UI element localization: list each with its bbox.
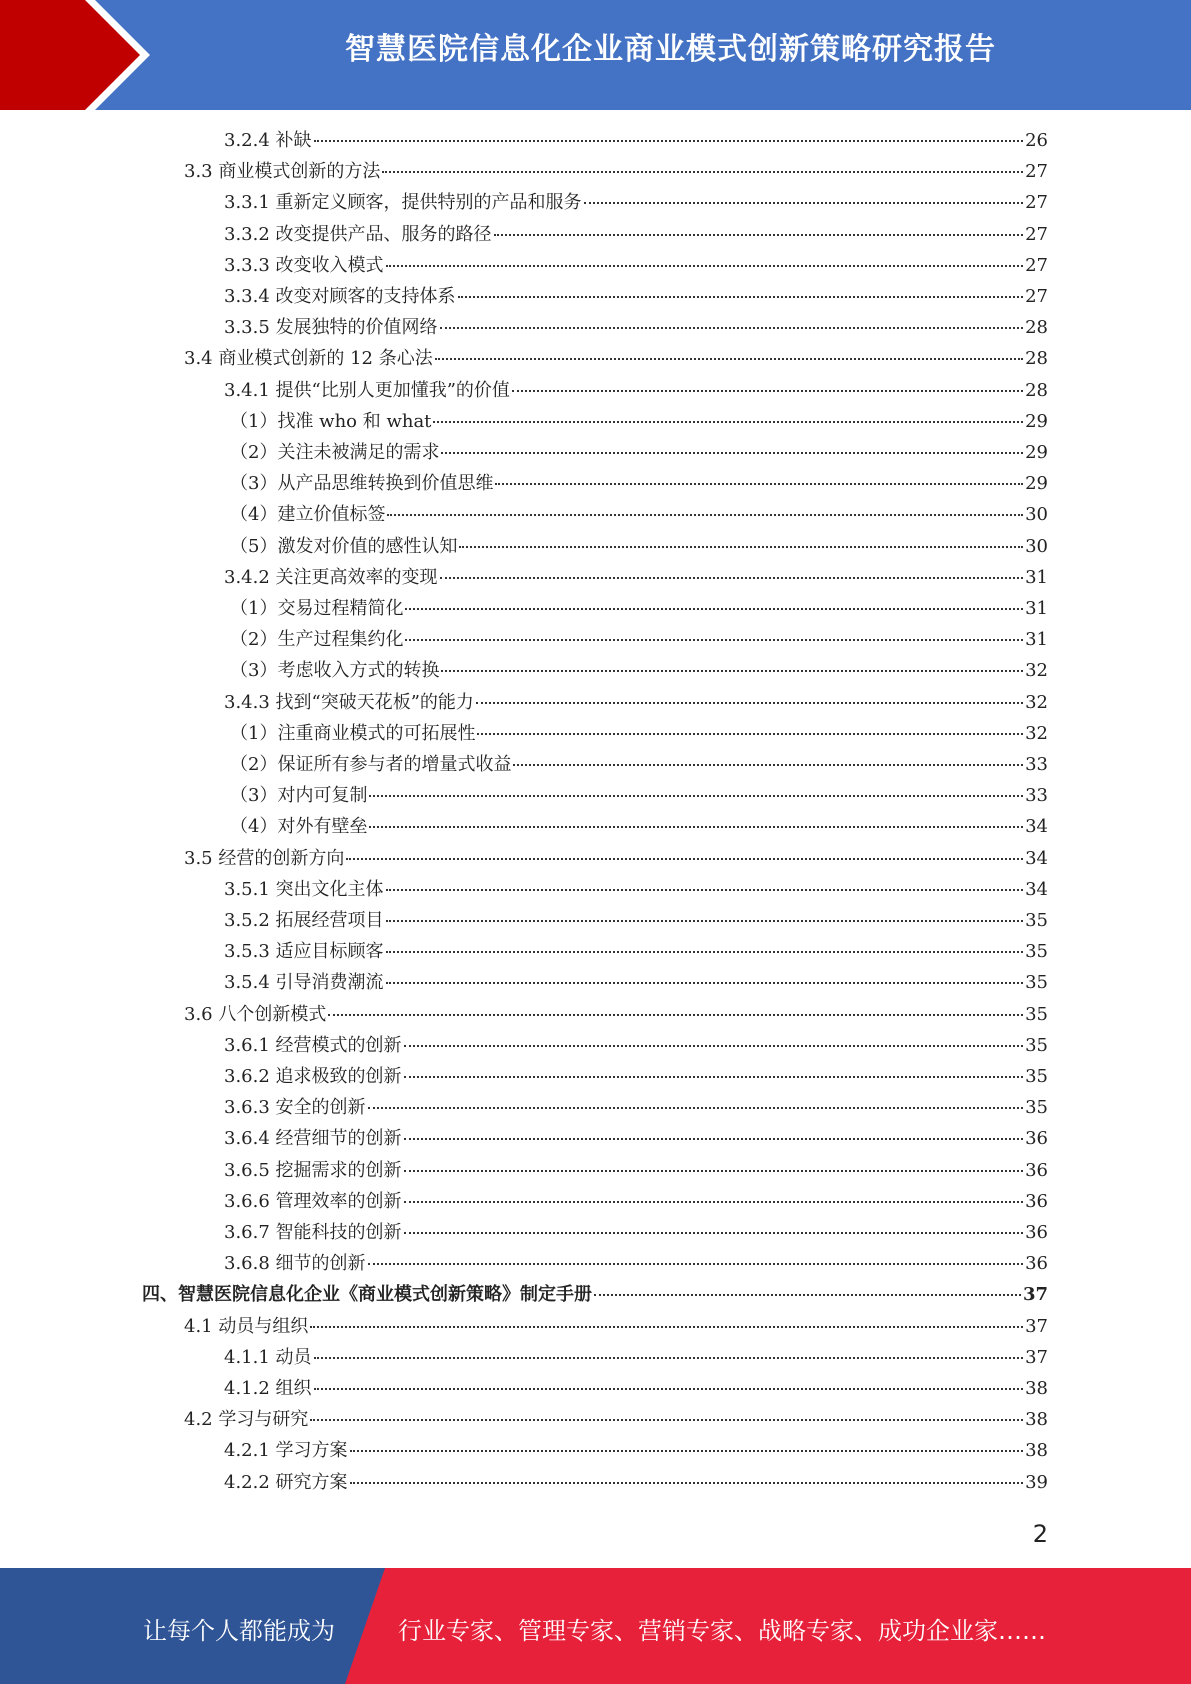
- page-footer: [0, 1568, 1191, 1684]
- toc-entry[interactable]: [230, 625, 1048, 656]
- toc-entry[interactable]: [224, 875, 1048, 906]
- toc-entry-page: 32: [1025, 691, 1048, 713]
- page-number: 2: [1032, 1520, 1048, 1548]
- toc-entry-title: 3.6.6 管理效率的创新: [224, 1190, 402, 1212]
- footer-slogan-right: 行业专家、管理专家、营销专家、战略专家、成功企业家……: [398, 1617, 1046, 1645]
- toc-entry-title: （1）注重商业模式的可拓展性: [230, 722, 476, 744]
- toc-entry[interactable]: [224, 1218, 1048, 1249]
- toc-entry-page: 36: [1025, 1128, 1048, 1150]
- toc-entry-page: 34: [1025, 816, 1048, 838]
- toc-entry-title: （2）关注未被满足的需求: [230, 442, 440, 463]
- toc-dot-leader: [387, 514, 1023, 516]
- page-header: [0, 0, 1191, 110]
- toc-entry[interactable]: [230, 750, 1048, 781]
- toc-dot-leader: [441, 452, 1023, 454]
- footer-slogan-left: 让每个人都能成为: [143, 1617, 335, 1645]
- toc-entry-page: 36: [1025, 1159, 1048, 1181]
- toc-dot-leader: [404, 1201, 1024, 1203]
- toc-entry-page: 27: [1025, 223, 1048, 245]
- toc-entry[interactable]: [224, 313, 1048, 344]
- toc-entry-page: 37: [1025, 1315, 1048, 1337]
- toc-entry[interactable]: [230, 781, 1048, 812]
- toc-dot-leader: [314, 140, 1024, 142]
- toc-entry-title: 3.3.1 重新定义顾客，提供特别的产品和服务: [224, 192, 582, 214]
- toc-entry[interactable]: [224, 937, 1048, 968]
- toc-entry-title: 3.5 经营的创新方向: [184, 847, 345, 869]
- toc-dot-leader: [405, 639, 1023, 641]
- toc-entry-title: （5）激发对价值的感性认知: [230, 535, 458, 557]
- toc-entry[interactable]: [230, 500, 1048, 531]
- toc-entry-title: （2）生产过程集约化: [230, 629, 404, 651]
- toc-dot-leader: [346, 858, 1023, 860]
- toc-entry-title: 3.3 商业模式创新的方法: [184, 161, 381, 183]
- toc-entry-page: 30: [1025, 535, 1048, 557]
- toc-entry[interactable]: [184, 157, 1048, 188]
- toc-entry-page: 36: [1025, 1253, 1048, 1275]
- toc-entry-page: 37: [1022, 1284, 1048, 1306]
- toc-dot-leader: [404, 1045, 1024, 1047]
- toc-entry[interactable]: [224, 968, 1048, 999]
- toc-dot-leader: [404, 1232, 1024, 1234]
- toc-dot-leader: [310, 1419, 1023, 1421]
- toc-entry-page: 38: [1025, 1440, 1048, 1462]
- toc-dot-leader: [386, 265, 1024, 267]
- toc-entry-title: 3.6.4 经营细节的创新: [224, 1128, 402, 1150]
- toc-entry-title: 3.5.4 引导消费潮流: [224, 972, 384, 994]
- toc-entry-title: （4）建立价值标签: [230, 504, 386, 526]
- toc-entry[interactable]: [224, 688, 1048, 719]
- toc-entry-title: 3.6.2 追求极致的创新: [224, 1066, 402, 1087]
- toc-entry[interactable]: [224, 1374, 1048, 1405]
- toc-entry-title: 4.1.2 组织: [224, 1378, 312, 1399]
- toc-entry-page: 35: [1025, 1034, 1048, 1056]
- toc-entry-title: 3.2.4 补缺: [224, 130, 312, 151]
- toc-entry[interactable]: [230, 407, 1048, 438]
- toc-entry[interactable]: [224, 1187, 1048, 1218]
- toc-entry-page: 38: [1025, 1409, 1048, 1431]
- toc-entry-title: 3.3.3 改变收入模式: [224, 254, 384, 276]
- toc-dot-leader: [386, 982, 1024, 984]
- toc-entry-page: 36: [1025, 1222, 1048, 1243]
- toc-entry-title: 4.1 动员与组织: [184, 1315, 309, 1337]
- toc-entry-title: （1）交易过程精简化: [230, 598, 404, 619]
- toc-entry[interactable]: [224, 906, 1048, 937]
- toc-entry-page: 37: [1025, 1346, 1048, 1368]
- toc-dot-leader: [495, 483, 1023, 485]
- toc-entry[interactable]: [230, 719, 1048, 750]
- toc-dot-leader: [368, 1263, 1024, 1265]
- toc-dot-leader: [441, 670, 1023, 672]
- toc-entry-title: 3.5.1 突出文化主体: [224, 878, 384, 900]
- toc-entry-page: 36: [1025, 1190, 1048, 1212]
- toc-entry-page: 33: [1025, 754, 1048, 775]
- toc-dot-leader: [310, 1326, 1023, 1328]
- toc-entry-page: 35: [1025, 910, 1048, 931]
- toc-entry-title: 4.2.2 研究方案: [224, 1471, 348, 1493]
- toc-dot-leader: [369, 795, 1023, 797]
- toc-dot-leader: [386, 951, 1024, 953]
- toc-entry-title: 4.2 学习与研究: [184, 1409, 309, 1431]
- toc-entry-title: 3.6.5 挖掘需求的创新: [224, 1159, 402, 1181]
- toc-entry-page: 26: [1025, 130, 1048, 151]
- toc-entry[interactable]: [224, 126, 1048, 157]
- toc-entry-title: 3.4.3 找到“突破天花板”的能力: [224, 691, 474, 713]
- toc-entry-page: 35: [1025, 941, 1048, 963]
- toc-entry-title: （3）从产品思维转换到价值思维: [230, 473, 494, 495]
- toc-dot-leader: [314, 1357, 1024, 1359]
- toc-entry-page: 35: [1025, 972, 1048, 994]
- toc-entry[interactable]: [230, 594, 1048, 625]
- toc-entry-page: 34: [1025, 847, 1048, 869]
- toc-entry[interactable]: [142, 1280, 1048, 1311]
- toc-entry-page: 35: [1025, 1066, 1048, 1087]
- toc-entry[interactable]: [224, 1062, 1048, 1093]
- toc-entry-page: 29: [1025, 473, 1048, 495]
- toc-entry-page: 38: [1025, 1378, 1048, 1399]
- toc-entry[interactable]: [224, 251, 1048, 282]
- toc-entry[interactable]: [230, 812, 1048, 843]
- toc-entry-page: 27: [1025, 192, 1048, 214]
- toc-entry[interactable]: [224, 1093, 1048, 1124]
- toc-entry-title: 3.6 八个创新模式: [184, 1003, 327, 1025]
- toc-entry-title: （2）保证所有参与者的增量式收益: [230, 754, 512, 775]
- toc-dot-leader: [477, 733, 1023, 735]
- toc-dot-leader: [513, 764, 1023, 766]
- toc-entry-page: 33: [1025, 785, 1048, 807]
- toc-entry[interactable]: [224, 220, 1048, 251]
- toc-entry-page: 29: [1025, 410, 1048, 432]
- toc-dot-leader: [512, 390, 1023, 392]
- toc-entry-title: （3）对内可复制: [230, 785, 368, 807]
- toc-entry-title: 3.3.4 改变对顾客的支持体系: [224, 286, 456, 307]
- toc-entry-title: （1）找准 who 和 what: [230, 410, 432, 432]
- toc-dot-leader: [435, 358, 1023, 360]
- toc-entry-title: 3.3.2 改变提供产品、服务的路径: [224, 223, 492, 245]
- toc-entry-page: 35: [1025, 1003, 1048, 1025]
- toc-dot-leader: [386, 889, 1024, 891]
- toc-entry[interactable]: [224, 1343, 1048, 1374]
- toc-entry[interactable]: [224, 376, 1048, 407]
- toc-entry-title: 3.6.8 细节的创新: [224, 1253, 366, 1275]
- toc-entry[interactable]: [230, 469, 1048, 500]
- toc-entry-page: 32: [1025, 722, 1048, 744]
- toc-entry-page: 27: [1025, 254, 1048, 276]
- toc-entry-page: 31: [1025, 566, 1048, 588]
- toc-dot-leader: [368, 1107, 1024, 1109]
- header-title: 智慧医院信息化企业商业模式创新策略研究报告: [345, 32, 996, 67]
- toc-entry[interactable]: [224, 1124, 1048, 1155]
- toc-dot-leader: [369, 826, 1023, 828]
- toc-entry-title: 4.1.1 动员: [224, 1346, 312, 1368]
- toc-dot-leader: [314, 1388, 1024, 1390]
- toc-entry-page: 39: [1025, 1471, 1048, 1493]
- toc-dot-leader: [382, 171, 1023, 173]
- toc-entry[interactable]: [230, 532, 1048, 563]
- toc-dot-leader: [440, 577, 1024, 579]
- toc-entry-title: 3.4.2 关注更高效率的变现: [224, 566, 438, 588]
- toc-entry-title: 3.5.2 拓展经营项目: [224, 910, 384, 931]
- toc-entry-title: （3）考虑收入方式的转换: [230, 660, 440, 682]
- toc-dot-leader: [584, 202, 1024, 204]
- toc-entry-page: 29: [1025, 442, 1048, 463]
- toc-dot-leader: [494, 234, 1024, 236]
- toc-entry-page: 27: [1025, 161, 1048, 183]
- toc-entry[interactable]: [224, 1436, 1048, 1467]
- toc-entry-page: 32: [1025, 660, 1048, 682]
- toc-dot-leader: [433, 421, 1023, 423]
- toc-entry[interactable]: [224, 188, 1048, 219]
- toc-dot-leader: [350, 1450, 1024, 1452]
- toc-entry-title: （4）对外有壁垒: [230, 816, 368, 838]
- toc-dot-leader: [459, 546, 1023, 548]
- toc-entry[interactable]: [224, 1468, 1048, 1499]
- toc-entry-title: 3.5.3 适应目标顾客: [224, 941, 384, 963]
- toc-dot-leader: [350, 1482, 1024, 1484]
- toc-entry-title: 3.3.5 发展独特的价值网络: [224, 317, 438, 339]
- toc-entry-page: 28: [1025, 317, 1048, 339]
- toc-entry[interactable]: [224, 1156, 1048, 1187]
- toc-entry-title: 3.6.7 智能科技的创新: [224, 1222, 402, 1243]
- toc-dot-leader: [594, 1294, 1021, 1296]
- toc-entry-title: 3.6.3 安全的创新: [224, 1097, 366, 1119]
- toc-entry[interactable]: [230, 438, 1048, 469]
- toc-dot-leader: [404, 1170, 1024, 1172]
- toc-entry-page: 27: [1025, 286, 1048, 307]
- toc-dot-leader: [440, 327, 1024, 329]
- toc-entry-title: 3.4.1 提供“比别人更加懂我”的价值: [224, 379, 510, 401]
- toc-entry[interactable]: [224, 282, 1048, 313]
- toc-entry-page: 35: [1025, 1097, 1048, 1119]
- toc-entry-title: 3.4 商业模式创新的 12 条心法: [184, 348, 433, 370]
- toc-entry-page: 28: [1025, 379, 1048, 401]
- toc-dot-leader: [458, 296, 1024, 298]
- toc-dot-leader: [476, 702, 1023, 704]
- toc-entry[interactable]: [184, 344, 1048, 375]
- toc-dot-leader: [386, 920, 1024, 922]
- toc-entry[interactable]: [224, 1249, 1048, 1280]
- toc-entry[interactable]: [224, 563, 1048, 594]
- toc-entry-page: 30: [1025, 504, 1048, 526]
- toc-entry[interactable]: [184, 1000, 1048, 1031]
- toc-entry-page: 28: [1025, 348, 1048, 370]
- toc-dot-leader: [404, 1138, 1024, 1140]
- toc-entry[interactable]: [224, 1031, 1048, 1062]
- toc-entry-page: 31: [1025, 598, 1048, 619]
- toc-entry-title: 3.6.1 经营模式的创新: [224, 1034, 402, 1056]
- toc-dot-leader: [328, 1014, 1023, 1016]
- toc-entry-title: 四、智慧医院信息化企业《商业模式创新策略》制定手册: [142, 1284, 592, 1306]
- toc-entry[interactable]: [184, 844, 1048, 875]
- toc-dot-leader: [405, 608, 1023, 610]
- toc-dot-leader: [404, 1076, 1024, 1078]
- toc-entry[interactable]: [230, 656, 1048, 687]
- toc-entry-title: 4.2.1 学习方案: [224, 1440, 348, 1462]
- toc-entry[interactable]: [184, 1405, 1048, 1436]
- toc-entry-page: 34: [1025, 878, 1048, 900]
- toc-entry[interactable]: [184, 1312, 1048, 1343]
- toc-entry-page: 31: [1025, 629, 1048, 651]
